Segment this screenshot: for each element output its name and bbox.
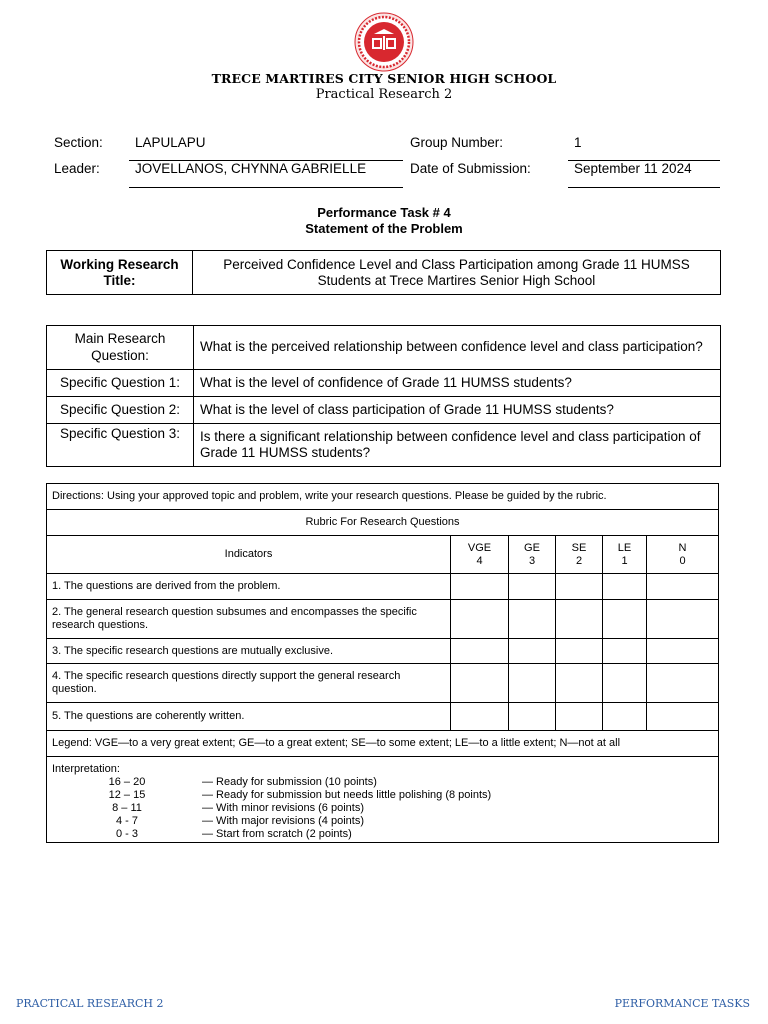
- question-label: Main Research Question:: [47, 326, 194, 370]
- score-cell[interactable]: [509, 664, 556, 703]
- interpretation-row: [52, 789, 713, 802]
- task-heading: [0, 205, 768, 236]
- rubric-row: [47, 574, 719, 600]
- footer-left: PRACTICAL RESEARCH 2: [16, 997, 164, 1010]
- scale-value: 2: [575, 554, 583, 567]
- rubric-row: [47, 639, 719, 664]
- rubric-header-row: [47, 536, 719, 574]
- indicator-text: 3. The specific research questions are mutually exclusive.: [47, 639, 451, 664]
- interpretation-desc: — With minor revisions (6 points): [202, 802, 364, 814]
- rubric-row: [47, 664, 719, 703]
- interpretation-row: [52, 815, 713, 828]
- scale-value: 4: [476, 554, 483, 567]
- research-title-table: [46, 250, 721, 295]
- interpretation-range: 16 – 20: [108, 776, 146, 788]
- indicator-text: 4. The specific research questions directly support the general research question.: [47, 664, 451, 703]
- question-text: What is the perceived relationship between confidence level and class participation?: [194, 326, 721, 370]
- interpretation-desc: — With major revisions (4 points): [202, 815, 364, 827]
- question-row: [47, 397, 721, 424]
- section-label: Section:: [54, 135, 103, 150]
- section-value: LAPULAPU: [135, 135, 206, 150]
- scale-code: GE: [524, 541, 540, 554]
- interpretation-desc: — Start from scratch (2 points): [202, 828, 352, 840]
- school-seal-logo: [352, 12, 416, 72]
- score-cell[interactable]: [556, 639, 603, 664]
- score-cell[interactable]: [647, 639, 719, 664]
- indicators-header: Indicators: [47, 536, 451, 574]
- scale-value: 3: [528, 554, 536, 567]
- score-cell[interactable]: [603, 639, 647, 664]
- score-cell[interactable]: [556, 574, 603, 600]
- question-label: Specific Question 3:: [47, 424, 194, 467]
- question-row: [47, 424, 721, 467]
- scale-header: [509, 536, 556, 574]
- scale-code: VGE: [467, 541, 492, 554]
- scale-code: SE: [571, 541, 587, 554]
- interpretation-row: [52, 828, 713, 841]
- score-cell[interactable]: [647, 574, 719, 600]
- score-cell[interactable]: [603, 574, 647, 600]
- question-row: [47, 370, 721, 397]
- interpretation-cell: [47, 757, 719, 843]
- indicator-text: 5. The questions are coherently written.: [47, 703, 451, 731]
- group-number-value: 1: [574, 135, 582, 150]
- scale-header: [556, 536, 603, 574]
- scale-code: N: [678, 541, 687, 554]
- scale-header: [647, 536, 719, 574]
- score-cell[interactable]: [509, 703, 556, 731]
- leader-label: Leader:: [54, 161, 100, 176]
- score-cell[interactable]: [509, 639, 556, 664]
- group-number-label: Group Number:: [410, 135, 504, 150]
- leader-value: JOVELLANOS, CHYNNA GABRIELLE: [135, 161, 367, 176]
- rubric-row: [47, 600, 719, 639]
- research-title-value: Perceived Confidence Level and Class Participation among Grade 11 HUMSS Students at Trece Martires Senior High School: [193, 251, 721, 295]
- question-text: What is the level of class participation of Grade 11 HUMSS students?: [194, 397, 721, 424]
- task-title: Statement of the Problem: [305, 220, 463, 236]
- scale-value: 0: [679, 554, 686, 567]
- task-number: Performance Task # 4: [317, 205, 451, 220]
- score-cell[interactable]: [451, 703, 509, 731]
- interpretation-range: 8 – 11: [112, 802, 142, 814]
- score-cell[interactable]: [451, 639, 509, 664]
- interpretation-row: [52, 802, 713, 815]
- footer-right: PERFORMANCE TASKS: [614, 997, 750, 1010]
- interpretation-desc: — Ready for submission (10 points): [202, 776, 377, 788]
- interpretation-desc: — Ready for submission but needs little polishing (8 points): [202, 789, 492, 801]
- interpretation-range: 4 - 7: [115, 815, 138, 827]
- question-text: Is there a significant relationship between confidence level and class participation of Grade 11 HUMSS students?: [194, 424, 721, 467]
- leader-underline: [129, 187, 403, 188]
- subject-name: Practical Research 2: [315, 87, 453, 102]
- indicator-text: 1. The questions are derived from the problem.: [47, 574, 451, 600]
- scale-code: LE: [617, 541, 632, 554]
- score-cell[interactable]: [603, 703, 647, 731]
- question-label: Specific Question 1:: [47, 370, 194, 397]
- scale-value: 1: [621, 554, 628, 567]
- rubric-legend: Legend: VGE—to a very great extent; GE—to a great extent; SE—to some extent; LE—to a little extent; N—not at all: [47, 731, 719, 757]
- score-cell[interactable]: [556, 600, 603, 639]
- indicator-text: 2. The general research question subsumes and encompasses the specific research questions.: [47, 600, 451, 639]
- date-value: September 11 2024: [574, 161, 692, 176]
- rubric-directions: Directions: Using your approved topic and problem, write your research questions. Please be guided by the rubric.: [47, 484, 719, 510]
- questions-table: [46, 325, 721, 467]
- score-cell[interactable]: [603, 600, 647, 639]
- question-label: Specific Question 2:: [47, 397, 194, 424]
- date-label: Date of Submission:: [410, 161, 531, 176]
- score-cell[interactable]: [647, 664, 719, 703]
- school-name: TRECE MARTIRES CITY SENIOR HIGH SCHOOL: [211, 71, 557, 86]
- score-cell[interactable]: [451, 600, 509, 639]
- score-cell[interactable]: [451, 664, 509, 703]
- score-cell[interactable]: [509, 600, 556, 639]
- rubric-title: Rubric For Research Questions: [47, 510, 719, 536]
- rubric-row: [47, 703, 719, 731]
- research-title-label: Working Research Title:: [47, 251, 193, 295]
- question-row: [47, 326, 721, 370]
- rubric-table: [46, 483, 719, 843]
- interpretation-label: Interpretation:: [52, 763, 120, 775]
- date-underline: [568, 187, 720, 188]
- score-cell[interactable]: [556, 703, 603, 731]
- score-cell[interactable]: [509, 574, 556, 600]
- score-cell[interactable]: [451, 574, 509, 600]
- interpretation-row: [52, 776, 713, 789]
- interpretation-range: 12 – 15: [108, 789, 146, 801]
- interpretation-range: 0 - 3: [115, 828, 138, 840]
- score-cell[interactable]: [603, 664, 647, 703]
- score-cell[interactable]: [647, 600, 719, 639]
- scale-header: [451, 536, 509, 574]
- score-cell[interactable]: [647, 703, 719, 731]
- scale-header: [603, 536, 647, 574]
- score-cell[interactable]: [556, 664, 603, 703]
- question-text: What is the level of confidence of Grade 11 HUMSS students?: [194, 370, 721, 397]
